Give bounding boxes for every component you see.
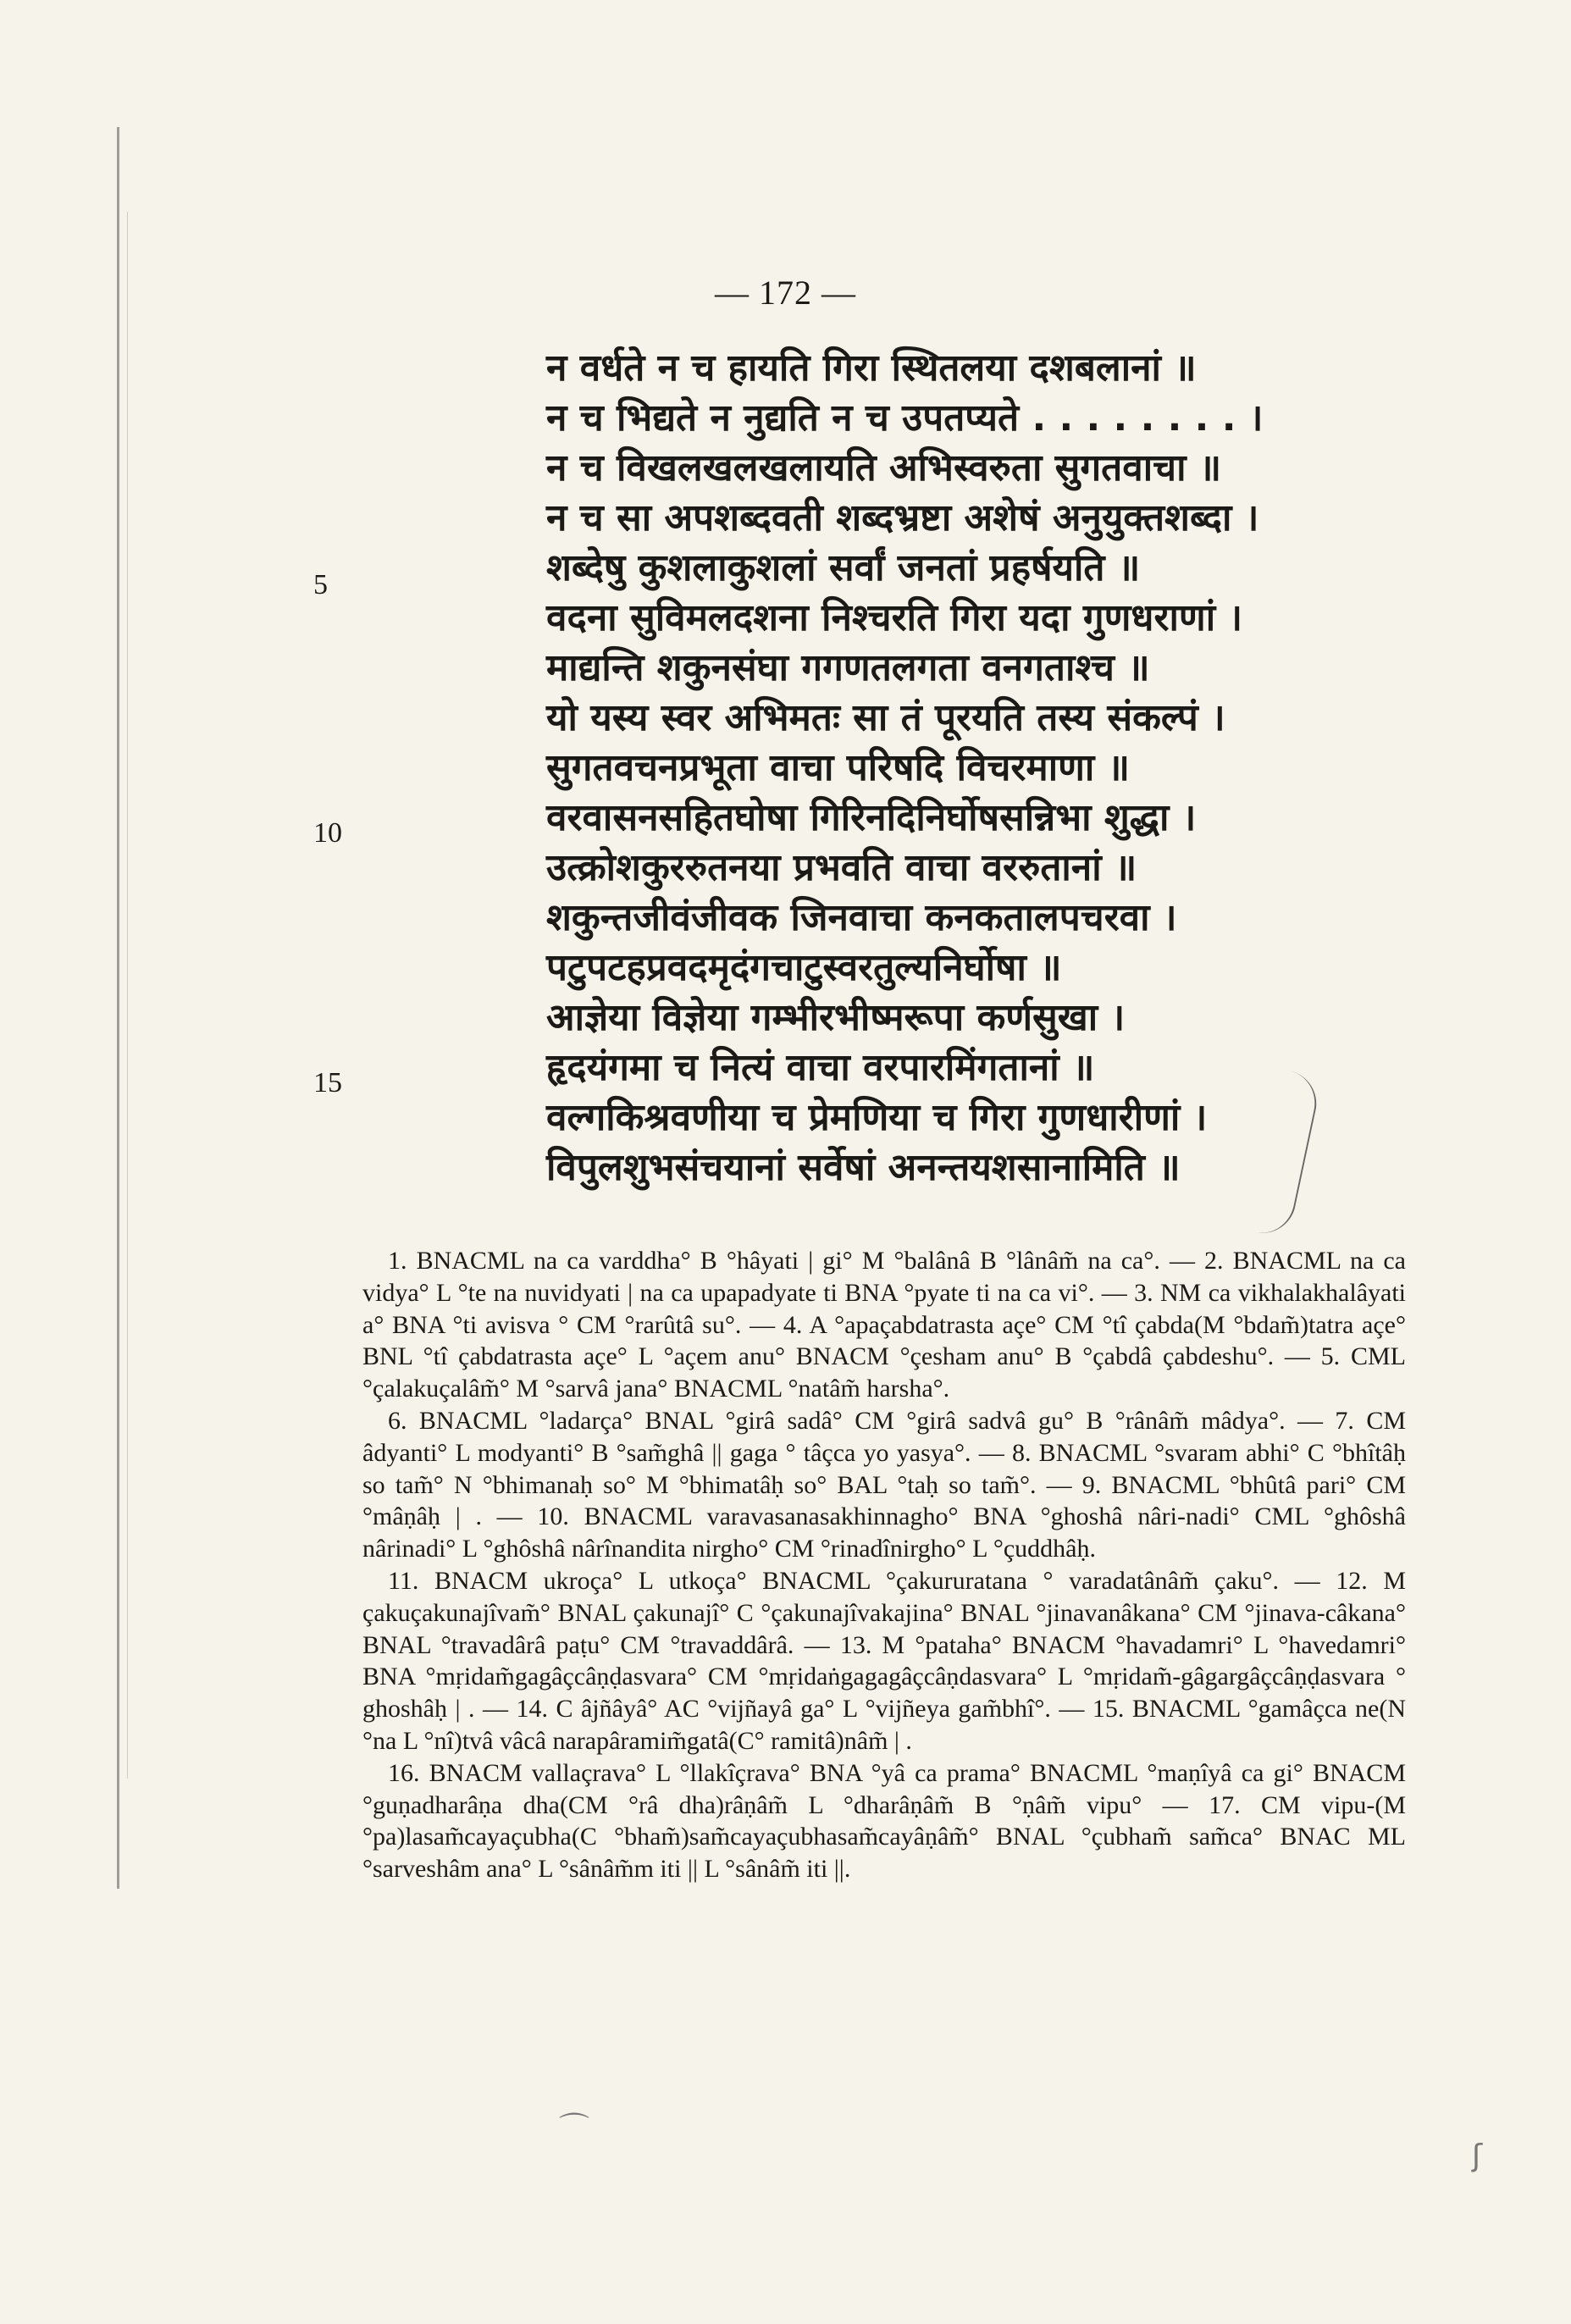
verse-line: वरवासनसहितघोषा गिरिनदिनिर्घोषसन्निभा शुद्धा । [546, 796, 1197, 839]
line-number: 10 [313, 817, 342, 849]
footnote-paragraph: 16. BNACM vallaçrava° L °llakîçrava° BNA °yâ ca prama° BNACML °maṇîyâ ca gi° BNACM °guṇadharâṇa dha(CM °râ dha)râṇâm̃ L °dharâṇâm̃ B °ṇâm̃ vipu° — 17. CM vipu-(M °pa)lasam̃cayaçubha(C °bham̃)sam̃cayaçubhasam̃cayâṇâm̃° BNAL °çubham̃ sam̃ca° BNAC ML °sarveshâm ana° L °sânâm̃m iti || L °sânâm̃ iti ||. [362, 1758, 1406, 1884]
verse-line: वदना सुविमलदशना निश्चरति गिरा यदा गुणधराणां । [546, 596, 1243, 639]
stray-pen-mark: ʃ [1472, 2139, 1483, 2173]
verse-line: उत्क्रोशकुररुतनया प्रभवति वाचा वररुतानां ॥ [546, 846, 1137, 889]
footnote-paragraph: 11. BNACM ukroça° L utkoça° BNACML °çakururatana ° varadatânâm̃ çaku°. — 12. M çakuçakunajîvam̃° BNAL çakunajî° C °çakunajîvakajina° BNAL °jinavanâkana° CM °jinava-câkana° BNAL °travadârâ paṭu° CM °travaddârâ. — 13. M °pataha° BNACM °havadamri° L °havedamri° BNA °mṛidam̃gagâçcâṇḍasvara° CM °mṛidaṅgagagâçcâṇdasvara° L °mṛidam̃-gâgargâçcâṇḍasvara ° ghoshâḥ | . — 14. C âjñâyâ° AC °vijñayâ ga° L °vijñeya gam̃bhî°. — 15. BNACML °gamâçca ne(N °na L °nî)tvâ vâcâ narapâramim̃gatâ(C° ramitâ)nâm̃ | . [362, 1566, 1406, 1755]
verse-line: न च भिद्यते न नुद्यति न च उपतप्यते . . . . . . . . । [546, 396, 1264, 440]
verse-line: न च विखलखलखलायति अभिस्वरुता सुगतवाचा ॥ [546, 446, 1222, 490]
line-number: 5 [313, 569, 328, 600]
gutter-shadow [117, 127, 119, 1889]
verse-line: पटुपटहप्रवदमृदंगचाटुस्वरतुल्यनिर्घोषा ॥ [546, 946, 1062, 989]
verse-line: माद्यन्ति शकुनसंघा गगणतलगता वनगताश्च ॥ [546, 646, 1150, 689]
line-number: 15 [313, 1067, 342, 1098]
gutter-shadow-faint [127, 212, 128, 1779]
footnote-paragraph: 1. BNACML na ca varddha° B °hâyati | gi° M °balânâ B °lânâm̃ na ca°. — 2. BNACML na ca vidya° L °te na nuvidyati | na ca upapadyate ti BNA °pyate ti na ca vi°. — 3. NM ca vikhalakhalâyati a° BNA °ti avisva ° CM °rarûtâ su°. — 4. A °apaçabdatrasta açe° CM °tî çabda(M °bdam̃)tatra açe° BNL °tî çabdatrasta açe° L °açem anu° BNACM °çesham anu° B °çabdâ çabdeshu°. — 5. CML °çalakuçalâm̃° M °sarvâ jana° BNACML °natâm̃ harsha°. [362, 1247, 1406, 1403]
verse-line: न वर्धते न च हायति गिरा स्थितलया दशबलानां ॥ [546, 346, 1197, 390]
verse-line: विपुलशुभसंचयानां सर्वेषां अनन्तयशसानामिति ॥ [546, 1146, 1181, 1189]
stray-pen-mark: ⌒ [559, 2111, 590, 2146]
page-number: — 172 — [715, 274, 856, 312]
verse-line: वल्गकिश्रवणीया च प्रेमणिया च गिरा गुणधारीणां । [546, 1096, 1208, 1139]
verse-line: न च सा अपशब्दवती शब्दभ्रष्टा अशेषं अनुयुक्तशब्दा । [546, 496, 1259, 540]
verse-line: यो यस्य स्वर अभिमतः सा तं पूरयति तस्य संकल्पं । [546, 696, 1225, 739]
verse-line: हृदयंगमा च नित्यं वाचा वरपारमिंगतानां ॥ [546, 1046, 1095, 1089]
verse-block [546, 343, 1410, 1192]
verse-line: शकुन्तजीवंजीवक जिनवाचा कनकतालपचरवा । [546, 896, 1177, 939]
verse-line: आज्ञेया विज्ञेया गम्भीरभीष्मरूपा कर्णसुखा । [546, 996, 1126, 1039]
verse-line: सुगतवचनप्रभूता वाचा परिषदि विचरमाणा ॥ [546, 746, 1130, 789]
critical-apparatus [362, 1245, 1406, 1885]
verse-line: शब्देषु कुशलाकुशलां सर्वां जनतां प्रहर्षयति ॥ [546, 546, 1141, 589]
footnote-paragraph: 6. BNACML °ladarça° BNAL °girâ sadâ° CM °girâ sadvâ gu° B °rânâm̃ mâdya°. — 7. CM âdyanti° L modyanti° B °sam̃ghâ || gaga ° tâçca yo yasya°. — 8. BNACML °svaram abhi° C °bhîtâḥ so tam̃° N °bhimanaḥ so° M °bhimatâḥ so° BAL °taḥ so tam̃°. — 9. BNACML °bhûtâ pari° CM °mâṇâḥ | . — 10. BNACML varavasanasakhinnagho° BNA °ghoshâ nâri-nadi° CML °ghôshâ nârinadi° L °ghôshâ nârînandita nirgho° CM °rinadînirgho° L °çuddhâḥ. [362, 1406, 1406, 1563]
